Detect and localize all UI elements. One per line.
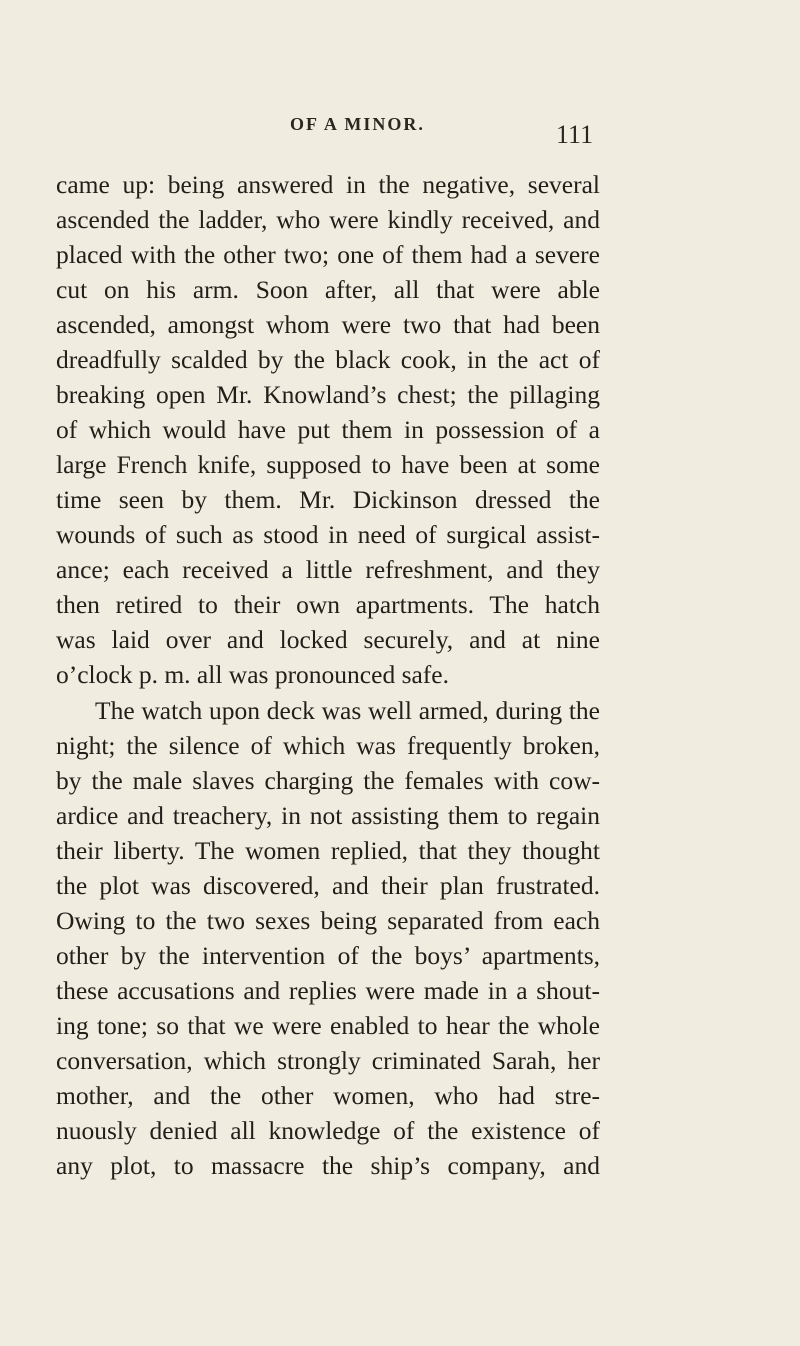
text-line: of which would have put them in possession of a	[56, 415, 600, 444]
text-line: was laid over and locked securely, and at nine	[56, 625, 600, 654]
text-line: breaking open Mr. Knowland’s chest; the pillaging	[56, 380, 600, 409]
text-line: The watch upon deck was well armed, during the	[95, 696, 600, 725]
text-line: ing tone; so that we were enabled to hear the whole	[56, 1011, 600, 1040]
text-line: time seen by them. Mr. Dickinson dressed the	[56, 485, 600, 514]
text-line: placed with the other two; one of them had a severe	[56, 240, 600, 269]
text-line: ance; each received a little refreshment, and they	[56, 555, 600, 584]
text-line: night; the silence of which was frequently broken,	[56, 731, 600, 760]
text-line: the plot was discovered, and their plan frustrated.	[56, 871, 600, 900]
running-head: OF A MINOR.	[290, 114, 425, 134]
text-line: by the male slaves charging the females with cow-	[56, 766, 600, 795]
text-line: wounds of such as stood in need of surgical assist-	[56, 520, 600, 549]
text-line: mother, and the other women, who had stre-	[56, 1081, 600, 1110]
text-line: ascended the ladder, who were kindly received, and	[56, 205, 600, 234]
text-line: ardice and treachery, in not assisting them to regain	[56, 801, 600, 830]
text-line: large French knife, supposed to have been at some	[56, 450, 600, 479]
text-line: any plot, to massacre the ship’s company, and	[56, 1151, 600, 1180]
text-line: came up: being answered in the negative, several	[56, 170, 600, 199]
text-line: Owing to the two sexes being separated from each	[56, 906, 600, 935]
text-line: other by the intervention of the boys’ apartments,	[56, 941, 600, 970]
text-line: cut on his arm. Soon after, all that were able	[56, 275, 600, 304]
text-line: o’clock p. m. all was pronounced safe.	[56, 660, 449, 689]
text-line: conversation, which strongly criminated Sarah, her	[56, 1046, 600, 1075]
page-number: 111	[556, 120, 594, 149]
text-line: these accusations and replies were made in a shout-	[56, 976, 600, 1005]
text-line: then retired to their own apartments. The hatch	[56, 590, 600, 619]
text-line: dreadfully scalded by the black cook, in the act of	[56, 345, 600, 374]
text-line: ascended, amongst whom were two that had been	[56, 310, 600, 339]
text-line: nuously denied all knowledge of the existence of	[56, 1116, 600, 1145]
text-line: their liberty. The women replied, that they thought	[56, 836, 600, 865]
